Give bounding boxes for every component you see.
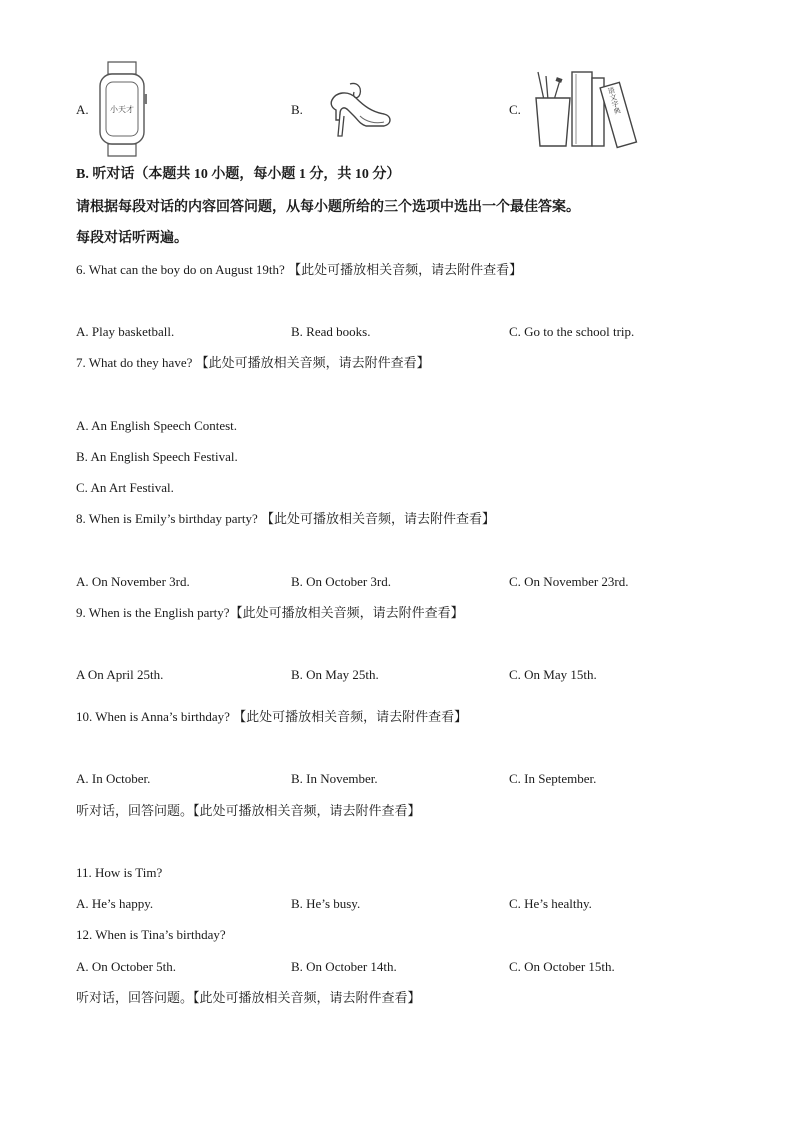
section-b-heading: B. 听对话（本题共 10 小题，每小题 1 分，共 10 分）: [76, 167, 401, 182]
question-8-option-c[interactable]: C. On November 23rd.: [509, 574, 629, 589]
pencil-cup-and-books-icon: [530, 68, 640, 150]
picture-option-a-letter: A.: [76, 102, 89, 117]
question-9-option-b[interactable]: B. On May 25th.: [291, 667, 379, 682]
high-heel-shoe-icon: [326, 76, 396, 140]
dialogue-group-instruction-2: 听对话，回答问题。【此处可播放相关音频，请去附件查看】: [76, 990, 421, 1005]
question-6-option-b[interactable]: B. Read books.: [291, 324, 371, 339]
picture-option-c-letter: C.: [509, 102, 521, 117]
question-6-text: 6. What can the boy do on August 19th? 【此处可播放相关音频，请去附件查看】: [76, 262, 523, 277]
question-11-text: 11. How is Tim?: [76, 865, 163, 880]
question-9-text: 9. When is the English party?【此处可播放相关音频，请去附件查看】: [76, 605, 464, 620]
question-11-option-a[interactable]: A. He’s happy.: [76, 896, 154, 911]
smartwatch-icon: [96, 60, 148, 158]
question-8-option-b[interactable]: B. On October 3rd.: [291, 574, 392, 589]
question-11-option-b[interactable]: B. He’s busy.: [291, 896, 361, 911]
question-7-option-c[interactable]: C. An Art Festival.: [76, 480, 174, 495]
dialogue-group-instruction: 听对话，回答问题。【此处可播放相关音频，请去附件查看】: [76, 803, 421, 818]
watch-brand-text: 小天才: [110, 105, 134, 114]
dictionary-title-text: 语文字典: [606, 85, 622, 116]
question-10-option-c[interactable]: C. In September.: [509, 771, 597, 786]
question-10-text: 10. When is Anna’s birthday? 【此处可播放相关音频，请去附件查看】: [76, 709, 468, 724]
question-11-option-c[interactable]: C. He’s healthy.: [509, 896, 592, 911]
question-12-option-c[interactable]: C. On October 15th.: [509, 959, 615, 974]
section-b-instruction-1: 请根据每段对话的内容回答问题，从每小题所给的三个选项中选出一个最佳答案。: [76, 200, 580, 215]
question-8-option-a[interactable]: A. On November 3rd.: [76, 574, 190, 589]
picture-option-b-letter: B.: [291, 102, 303, 117]
question-6-option-c[interactable]: C. Go to the school trip.: [509, 324, 635, 339]
question-7-text: 7. What do they have? 【此处可播放相关音频，请去附件查看】: [76, 355, 430, 370]
question-7-option-a[interactable]: A. An English Speech Contest.: [76, 418, 238, 433]
question-12-option-b[interactable]: B. On October 14th.: [291, 959, 397, 974]
question-6-option-a[interactable]: A. Play basketball.: [76, 324, 175, 339]
section-b-instruction-2: 每段对话听两遍。: [76, 231, 188, 246]
question-12-option-a[interactable]: A. On October 5th.: [76, 959, 177, 974]
question-8-text: 8. When is Emily’s birthday party? 【此处可播放相关音频，请去附件查看】: [76, 511, 495, 526]
question-10-option-a[interactable]: A. In October.: [76, 771, 151, 786]
question-9-option-a[interactable]: A On April 25th.: [76, 667, 164, 682]
question-10-option-b[interactable]: B. In November.: [291, 771, 378, 786]
question-12-text: 12. When is Tina’s birthday?: [76, 927, 226, 942]
question-7-option-b[interactable]: B. An English Speech Festival.: [76, 449, 238, 464]
question-9-option-c[interactable]: C. On May 15th.: [509, 667, 597, 682]
